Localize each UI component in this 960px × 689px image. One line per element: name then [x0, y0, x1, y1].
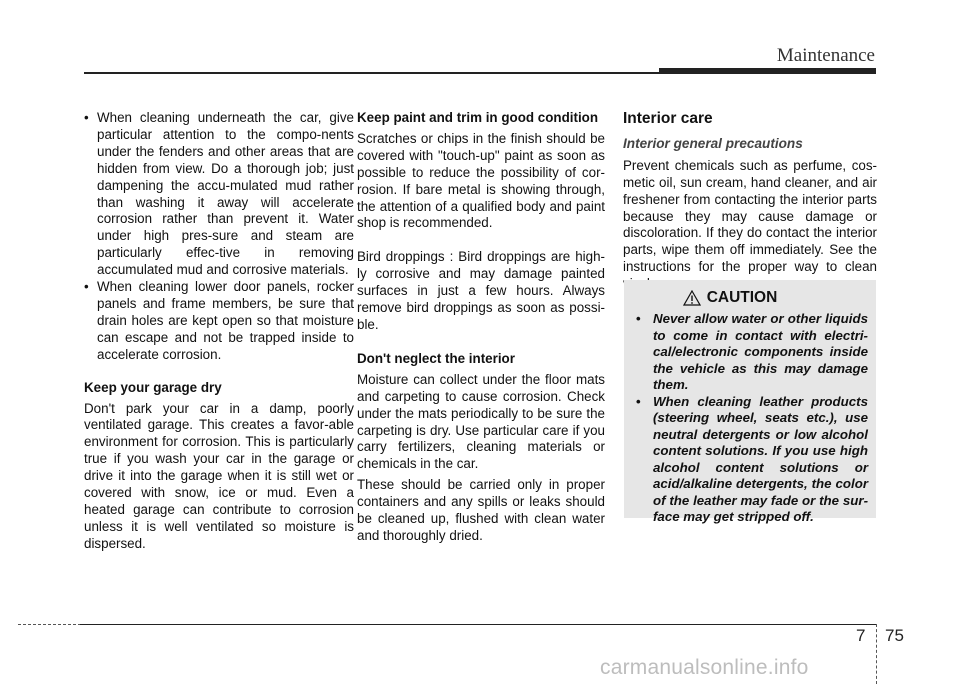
bullet-underneath: • When cleaning underneath the car, give particular attention to the compo-nents under the fenders and other areas that are hidden from view. Do a thorough job; just dampening the accu-mulated mud rather than washing it away will accelerate corrosion rather than prevent it. Water under high pres-sure and steam are particularly effec-tive in removing accumulated mud and corrosive materials.: [84, 110, 354, 279]
interior-precautions-subtitle: Interior general precautions: [623, 135, 803, 151]
section-header-title: Maintenance: [776, 45, 875, 66]
caution-item-liquids: • Never allow water or other liquids to come in contact with electri-cal/electronic components inside the vehicle as this may damage them.: [632, 311, 868, 394]
garage-heading: Keep your garage dry: [84, 379, 222, 395]
warning-triangle-icon: [683, 290, 701, 306]
interior-heading: Don't neglect the interior: [357, 350, 515, 366]
header-rule: [84, 72, 659, 74]
watermark-text: carmanualsonline.info: [600, 656, 809, 679]
garage-paragraph: Don't park your car in a damp, poorly ventilated garage. This creates a favor-able environment for corrosion. This is particularly true if you wash your car in the garage or drive it into the garage when it is still wet or covered with snow, ice or mud. Even a heated garage can contribute to corrosion unless it is well ventilated so moisture is dispersed.: [84, 400, 354, 551]
precautions-paragraph: Prevent chemicals such as perfume, cos-metic oil, sun cream, hand cleaner, and air freshener from contacting the interior parts because they may cause damage or discoloration. If they do contact the interior parts, wipe them off immediately. See the instructions for the proper way to clean: [623, 157, 877, 275]
caution-header: [592, 289, 868, 307]
column-middle: [357, 110, 605, 545]
footer-divider: [876, 624, 878, 684]
paint-paragraph: Scratches or chips in the finish should be covered with "touch-up" paint as soon as possible to reduce the possibility of cor-rosion. If bare metal is showing through, the attention of a qualified body and paint shop is recommended.: [357, 130, 605, 231]
bullet-door-panels: • When cleaning lower door panels, rocker panels and frame members, be sure that drain holes are kept open so that moisture can escape and not be trapped inside to accelerate corrosion.: [84, 279, 354, 364]
column-left: [84, 110, 354, 553]
header-rule-accent: [659, 68, 876, 74]
column-right: [623, 110, 877, 293]
page-number: 75: [885, 626, 904, 645]
interior-care-title: Interior care: [623, 110, 713, 127]
caution-box: [624, 280, 876, 524]
cleaning-bullet-list: [84, 110, 354, 364]
interior-paragraph-1: Moisture can collect under the floor mats and carpeting to cause corrosion. Check under the mats periodically to be sure the carpeting is dry. Use particular care if you carry fertilizers, cleaning materials or chemicals in the car.: [357, 371, 605, 472]
footer-rule: [80, 624, 876, 625]
interior-paragraph-2: These should be carried only in proper containers and any spills or leaks should be cleaned up, flushed with clean water and thoroughly dried.: [357, 477, 605, 543]
bird-paragraph: Bird droppings : Bird droppings are high-ly corrosive and may damage painted surfaces in just a few hours. Always remove bird droppings as soon as possi-ble.: [357, 249, 605, 332]
caution-title: CAUTION: [706, 289, 778, 306]
paint-heading: Keep paint and trim in good condition: [357, 110, 599, 125]
caution-item-leather: • When cleaning leather products (steering wheel, seats etc.), use neutral detergents or low alcohol content solutions. If you use high alcohol content solutions or acid/alkaline detergents, the color of the leather may fade or the sur-face may get stripped off.: [632, 394, 868, 526]
caution-list: [632, 311, 868, 526]
chapter-number: 7: [856, 626, 866, 645]
